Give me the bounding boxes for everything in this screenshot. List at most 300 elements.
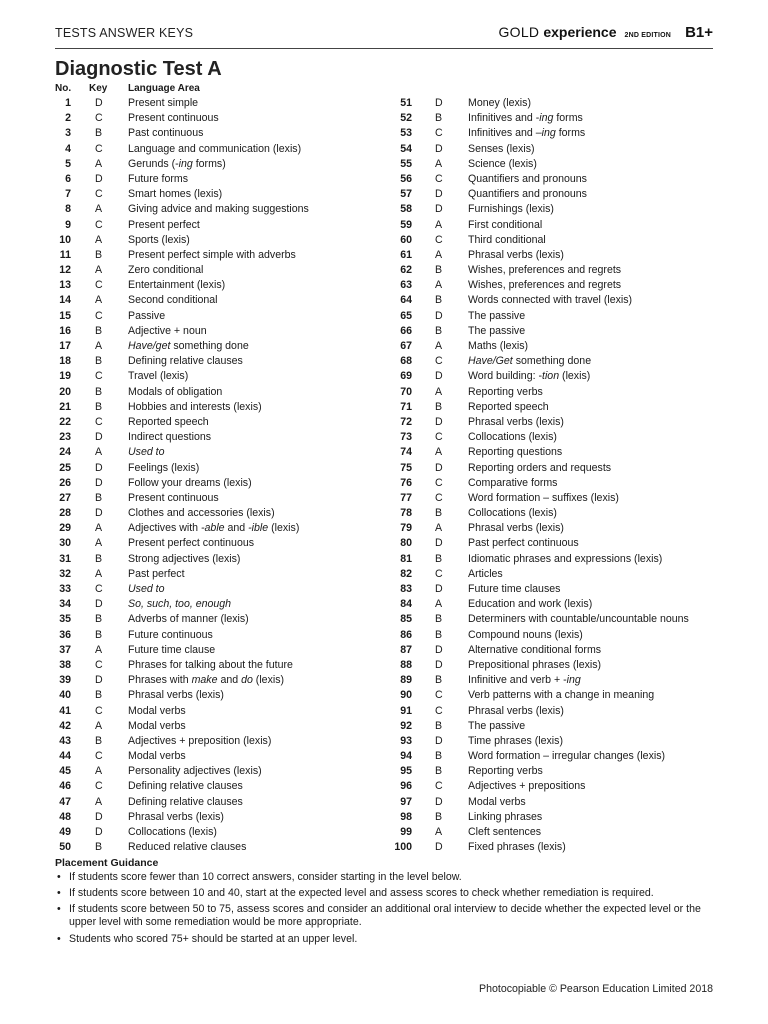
question-number: 10: [59, 233, 71, 246]
answer-key: A: [95, 264, 103, 277]
question-number: 94: [400, 750, 412, 763]
answer-row: [40, 126, 360, 141]
answer-row: [380, 202, 720, 217]
answer-key: C: [95, 370, 103, 383]
question-number: 1: [65, 97, 71, 109]
answer-row: [380, 96, 720, 111]
language-area: Comparative forms: [468, 476, 558, 489]
question-number: 15: [59, 309, 71, 322]
language-area: Have/Get something done: [468, 355, 592, 368]
answer-row: [40, 339, 360, 354]
language-area: Words connected with travel (lexis): [468, 294, 633, 307]
answer-key: A: [95, 233, 103, 246]
answer-key: A: [95, 340, 103, 352]
language-area: Modals of obligation: [128, 385, 223, 398]
answer-row: [380, 795, 720, 810]
answer-row: [40, 400, 360, 415]
answer-row: [380, 658, 720, 673]
question-number: 48: [59, 810, 71, 823]
answer-row: [380, 612, 720, 627]
question-number: 36: [59, 628, 71, 641]
question-number: 66: [400, 324, 412, 337]
answer-key: A: [95, 567, 103, 580]
language-area: Feelings (lexis): [128, 461, 200, 474]
language-area: Wishes, preferences and regrets: [468, 279, 622, 292]
question-number: 52: [400, 112, 412, 125]
language-area: Defining relative clauses: [128, 795, 243, 808]
answer-key: B: [95, 552, 103, 565]
answer-key: D: [95, 431, 103, 444]
question-number: 68: [400, 355, 412, 368]
language-area: Money (lexis): [468, 97, 531, 109]
answer-row: [380, 673, 720, 688]
answer-key: C: [95, 780, 103, 793]
language-area: Linking phrases: [468, 810, 543, 823]
question-number: 54: [400, 142, 412, 155]
language-area: Reporting orders and requests: [468, 461, 612, 474]
language-area: Phrasal verbs (lexis): [128, 810, 224, 823]
question-number: 23: [59, 431, 71, 444]
question-number: 16: [59, 324, 71, 337]
language-area: Science (lexis): [468, 157, 537, 170]
answer-row: [380, 218, 720, 233]
page-header: [55, 24, 713, 49]
question-number: 84: [400, 598, 412, 611]
question-number: 33: [59, 583, 71, 595]
question-number: 65: [400, 309, 412, 322]
question-number: 95: [400, 765, 412, 778]
answer-row: [40, 476, 360, 491]
answer-row: [380, 157, 720, 172]
question-number: 4: [65, 142, 71, 155]
question-number: 59: [400, 218, 412, 231]
answer-key: B: [435, 552, 443, 565]
language-area: Modal verbs: [128, 704, 186, 717]
answer-key: C: [435, 127, 443, 140]
question-number: 73: [400, 431, 412, 444]
question-number: 90: [400, 689, 412, 702]
answer-key: D: [435, 97, 443, 109]
question-number: 42: [59, 719, 71, 732]
question-number: 61: [400, 248, 412, 261]
language-area: Clothes and accessories (lexis): [128, 507, 275, 520]
answer-key: B: [435, 507, 443, 520]
answer-row: [40, 506, 360, 521]
language-area: Reported speech: [128, 415, 209, 428]
answer-row: [380, 810, 720, 825]
language-area: Word formation – irregular changes (lexis): [468, 750, 666, 763]
answer-key: C: [95, 279, 103, 292]
question-number: 44: [59, 750, 71, 763]
answer-key: B: [435, 112, 443, 125]
language-area: Present simple: [128, 97, 199, 109]
language-area: Used to: [128, 583, 165, 595]
language-area: The passive: [468, 719, 526, 732]
question-number: 81: [400, 552, 412, 565]
language-area: Reporting verbs: [468, 385, 543, 398]
language-area: Prepositional phrases (lexis): [468, 658, 602, 671]
question-number: 5: [65, 157, 71, 170]
answer-row: [40, 536, 360, 551]
answer-key: B: [95, 127, 103, 140]
question-number: 57: [400, 188, 412, 201]
question-number: 69: [400, 370, 412, 383]
language-area: Idiomatic phrases and expressions (lexis): [468, 552, 663, 565]
answer-key: B: [435, 674, 443, 687]
answer-row: [380, 415, 720, 430]
level-label: B1+: [685, 24, 713, 41]
answer-key: C: [95, 658, 103, 671]
answer-row: [40, 673, 360, 688]
answer-key: A: [435, 385, 443, 398]
answer-key: D: [95, 507, 103, 520]
question-number: 26: [59, 476, 71, 489]
answer-row: [380, 506, 720, 521]
answer-row: [40, 582, 360, 597]
answer-key: A: [435, 157, 443, 170]
question-number: 37: [59, 643, 71, 656]
answer-key: D: [435, 643, 443, 656]
question-number: 17: [59, 340, 71, 352]
answer-row: [380, 172, 720, 187]
answer-key: B: [95, 248, 103, 261]
language-area: Future forms: [128, 172, 189, 185]
language-area: Reporting verbs: [468, 765, 543, 778]
language-area: Collocations (lexis): [128, 826, 217, 838]
language-area: The passive: [468, 309, 526, 322]
answer-row: [380, 461, 720, 476]
answer-key: C: [435, 233, 443, 246]
answer-row: [40, 825, 360, 840]
answer-key: D: [435, 370, 443, 383]
language-area: Future time clauses: [468, 583, 561, 595]
answer-row: [380, 628, 720, 643]
answer-row: [380, 248, 720, 263]
answer-row: [40, 385, 360, 400]
answer-key: A: [95, 643, 103, 656]
question-number: 96: [400, 780, 412, 793]
answer-key: A: [435, 446, 443, 459]
answer-key: D: [95, 172, 103, 185]
language-area: Maths (lexis): [468, 340, 529, 352]
language-area: Phrasal verbs (lexis): [468, 415, 564, 428]
answer-key: C: [435, 567, 443, 580]
question-number: 47: [59, 795, 71, 808]
question-number: 92: [400, 719, 412, 732]
question-number: 18: [59, 355, 71, 368]
column-header-no: No.: [55, 83, 72, 94]
column-header-key: Key: [89, 83, 108, 94]
question-number: 99: [400, 826, 412, 838]
column-header-area: Language Area: [128, 83, 200, 94]
answer-row: [380, 719, 720, 734]
language-area: Present continuous: [128, 491, 219, 504]
question-number: 24: [59, 446, 71, 459]
answer-list-right: [380, 96, 720, 855]
question-number: 11: [59, 248, 71, 261]
answer-row: [40, 764, 360, 779]
language-area: Reduced relative clauses: [128, 841, 247, 854]
question-number: 64: [400, 294, 412, 307]
language-area: Giving advice and making suggestions: [128, 203, 309, 216]
answer-row: [380, 536, 720, 551]
answer-row: [380, 688, 720, 703]
question-number: 97: [400, 795, 412, 808]
language-area: Infinitive and verb + -ing: [468, 674, 581, 687]
question-number: 6: [65, 172, 71, 185]
answer-row: [380, 840, 720, 855]
answer-key: B: [95, 355, 103, 368]
answer-key: D: [95, 674, 103, 687]
answer-row: [40, 779, 360, 794]
answer-key: C: [95, 583, 103, 595]
answer-key: A: [435, 218, 443, 231]
language-area: Phrasal verbs (lexis): [128, 689, 224, 702]
page-title: Diagnostic Test A: [55, 58, 222, 80]
answer-key: A: [95, 157, 103, 170]
language-area: Modal verbs: [468, 795, 526, 808]
language-area: Travel (lexis): [128, 370, 189, 383]
question-number: 100: [394, 841, 412, 854]
answer-row: [40, 324, 360, 339]
question-number: 98: [400, 810, 412, 823]
answer-row: [40, 142, 360, 157]
answer-key: B: [95, 324, 103, 337]
question-number: 63: [400, 279, 412, 292]
guidance-item: • If students score between 50 to 75, assess scores and consider an additional oral interview to decide whether the expected level or the upper level with some remediation would be more appropriate.: [55, 903, 720, 930]
question-number: 21: [59, 400, 71, 413]
language-area: Hobbies and interests (lexis): [128, 400, 262, 413]
language-area: Entertainment (lexis): [128, 279, 226, 292]
question-number: 25: [59, 461, 71, 474]
answer-key: D: [435, 188, 443, 201]
guidance-title: Placement Guidance: [55, 857, 159, 869]
answer-key: C: [95, 309, 103, 322]
language-area: Time phrases (lexis): [468, 734, 563, 747]
answer-row: [40, 734, 360, 749]
answer-row: [40, 157, 360, 172]
copyright-footer: Photocopiable © Pearson Education Limited 2018: [479, 983, 713, 995]
answer-row: [40, 172, 360, 187]
question-number: 91: [400, 704, 412, 717]
question-number: 34: [59, 598, 71, 611]
language-area: Language and communication (lexis): [128, 142, 302, 155]
language-area: Determiners with countable/uncountable nouns: [468, 613, 689, 626]
question-number: 87: [400, 643, 412, 656]
question-number: 79: [400, 522, 412, 535]
answer-row: [40, 612, 360, 627]
answer-key: C: [435, 780, 443, 793]
guidance-item: • Students who scored 75+ should be started at an upper level.: [55, 933, 720, 946]
question-number: 51: [400, 97, 412, 109]
question-number: 28: [59, 507, 71, 520]
guidance-item: • If students score fewer than 10 correct answers, consider starting in the level below.: [55, 871, 720, 884]
answer-key: C: [95, 704, 103, 717]
answer-key: A: [95, 446, 103, 459]
answer-key: C: [95, 750, 103, 763]
answer-row: [40, 187, 360, 202]
answer-row: [40, 491, 360, 506]
language-area: Past perfect continuous: [468, 537, 579, 550]
answer-row: [380, 825, 720, 840]
answer-key: B: [435, 264, 443, 277]
answer-row: [380, 476, 720, 491]
language-area: Zero conditional: [128, 264, 204, 277]
answer-key: A: [95, 294, 103, 307]
question-number: 27: [59, 491, 71, 504]
language-area: Collocations (lexis): [468, 431, 557, 444]
language-area: Alternative conditional forms: [468, 643, 602, 656]
question-number: 38: [59, 658, 71, 671]
answer-key: B: [95, 385, 103, 398]
question-number: 62: [400, 264, 412, 277]
answer-row: [380, 643, 720, 658]
answer-key: B: [435, 324, 443, 337]
language-area: Verb patterns with a change in meaning: [468, 689, 655, 702]
language-area: Indirect questions: [128, 431, 212, 444]
answer-key: C: [95, 415, 103, 428]
answer-row: [40, 810, 360, 825]
language-area: Reported speech: [468, 400, 549, 413]
language-area: Senses (lexis): [468, 142, 535, 155]
language-area: Modal verbs: [128, 719, 186, 732]
brand-logo: [498, 24, 713, 41]
language-area: Personality adjectives (lexis): [128, 765, 262, 778]
answer-row: [40, 521, 360, 536]
language-area: Passive: [128, 309, 166, 322]
answer-row: [380, 597, 720, 612]
language-area: Gerunds (-ing forms): [128, 157, 226, 170]
language-area: So, such, too, enough: [128, 598, 232, 611]
answer-key: B: [435, 719, 443, 732]
answer-row: [380, 491, 720, 506]
question-number: 88: [400, 658, 412, 671]
language-area: Education and work (lexis): [468, 598, 593, 611]
answer-key: A: [435, 522, 443, 535]
question-number: 75: [400, 461, 412, 474]
language-area: Phrases with make and do (lexis): [128, 674, 285, 687]
question-number: 80: [400, 537, 412, 550]
question-number: 60: [400, 233, 412, 246]
answer-key: D: [95, 97, 103, 109]
question-number: 30: [59, 537, 71, 550]
brand-experience: experience: [543, 24, 617, 40]
language-area: Past continuous: [128, 127, 204, 140]
answer-key: D: [435, 583, 443, 595]
answer-key: B: [435, 810, 443, 823]
answer-row: [380, 278, 720, 293]
question-number: 67: [400, 340, 412, 352]
answer-key: A: [95, 537, 103, 550]
language-area: Future time clause: [128, 643, 216, 656]
answer-key: B: [95, 689, 103, 702]
answer-key: D: [95, 461, 103, 474]
answer-row: [40, 628, 360, 643]
language-area: Present perfect: [128, 218, 200, 231]
language-area: Follow your dreams (lexis): [128, 476, 252, 489]
question-number: 89: [400, 674, 412, 687]
answer-row: [380, 126, 720, 141]
language-area: Articles: [468, 567, 503, 580]
language-area: Phrasal verbs (lexis): [468, 704, 564, 717]
answer-row: [380, 521, 720, 536]
language-area: Wishes, preferences and regrets: [468, 264, 622, 277]
question-number: 55: [400, 157, 412, 170]
answer-key: C: [95, 218, 103, 231]
question-number: 58: [400, 203, 412, 216]
question-number: 40: [59, 689, 71, 702]
answer-row: [380, 430, 720, 445]
language-area: Quantifiers and pronouns: [468, 172, 587, 185]
answer-key: A: [435, 340, 443, 352]
answer-row: [40, 233, 360, 248]
answer-key: C: [435, 431, 443, 444]
question-number: 45: [59, 765, 71, 778]
language-area: Compound nouns (lexis): [468, 628, 583, 641]
question-number: 9: [65, 218, 71, 231]
answer-row: [40, 248, 360, 263]
answer-key: D: [435, 309, 443, 322]
answer-row: [40, 658, 360, 673]
language-area: First conditional: [468, 218, 543, 231]
answer-row: [40, 263, 360, 278]
answer-row: [380, 445, 720, 460]
answer-row: [40, 430, 360, 445]
answer-row: [40, 96, 360, 111]
question-number: 2: [65, 112, 71, 125]
answer-row: [40, 461, 360, 476]
answer-key: D: [435, 415, 443, 428]
answer-key: A: [95, 765, 103, 778]
answer-key: C: [435, 704, 443, 717]
answer-row: [380, 779, 720, 794]
answer-row: [40, 643, 360, 658]
answer-key: C: [435, 172, 443, 185]
answer-row: [40, 795, 360, 810]
answer-key: A: [95, 203, 103, 216]
answer-key: D: [435, 142, 443, 155]
answer-key: A: [95, 719, 103, 732]
answer-row: [380, 369, 720, 384]
answer-key: D: [95, 826, 103, 838]
language-area: Third conditional: [468, 233, 546, 246]
answer-row: [40, 111, 360, 126]
answer-key: A: [435, 279, 443, 292]
question-number: 74: [400, 446, 412, 459]
language-area: Furnishings (lexis): [468, 203, 554, 216]
answer-row: [40, 567, 360, 582]
language-area: Adjectives with -able and -ible (lexis): [128, 522, 300, 535]
language-area: Phrasal verbs (lexis): [468, 248, 564, 261]
answer-row: [40, 415, 360, 430]
answer-row: [40, 278, 360, 293]
question-number: 31: [59, 552, 71, 565]
question-number: 3: [65, 127, 71, 140]
question-number: 7: [65, 188, 71, 201]
language-area: Quantifiers and pronouns: [468, 188, 587, 201]
answer-key: A: [435, 598, 443, 611]
answer-key: B: [435, 628, 443, 641]
answer-row: [380, 233, 720, 248]
question-number: 72: [400, 415, 412, 428]
question-number: 83: [400, 583, 412, 595]
question-number: 76: [400, 476, 412, 489]
answer-row: [40, 552, 360, 567]
language-area: Fixed phrases (lexis): [468, 841, 566, 854]
answer-row: [40, 840, 360, 855]
answer-key: C: [435, 355, 443, 368]
answer-row: [40, 309, 360, 324]
